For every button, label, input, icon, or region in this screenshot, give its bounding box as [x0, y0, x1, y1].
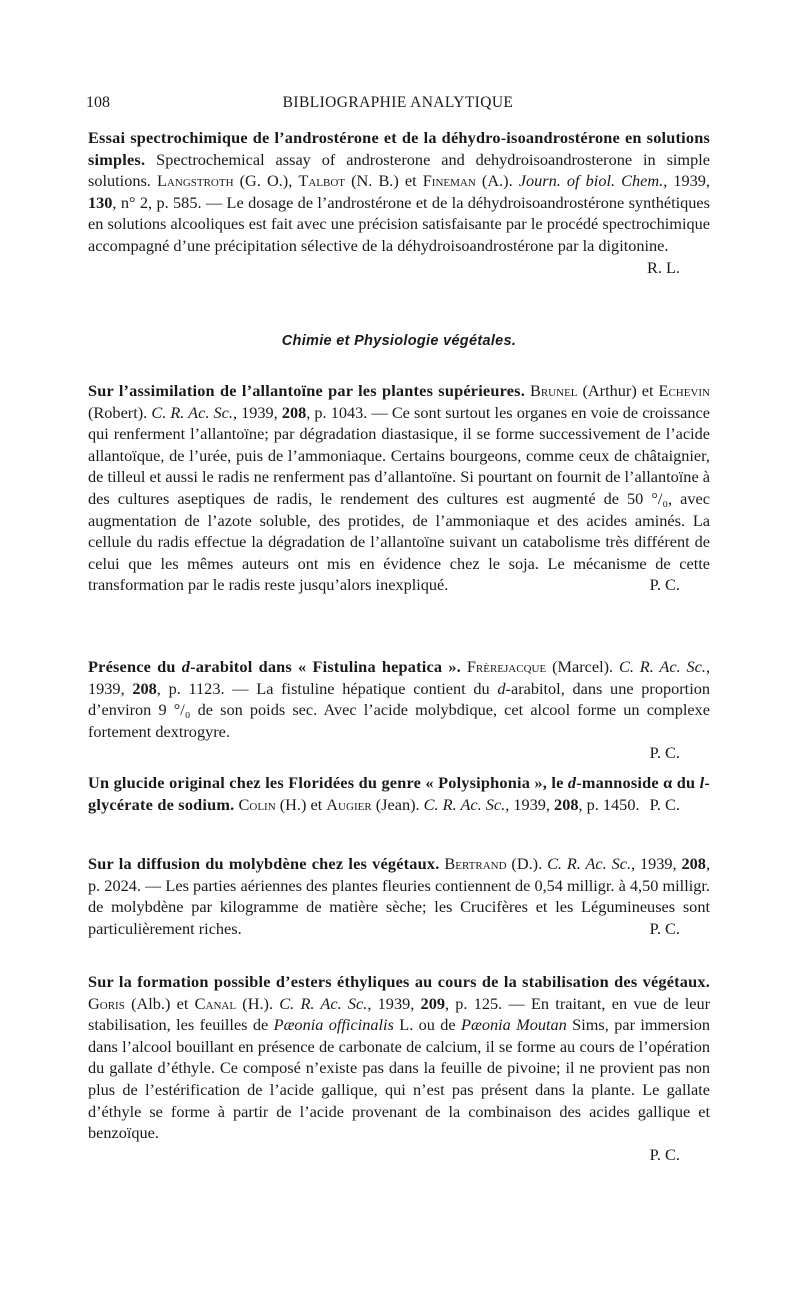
abstract-entry-esters-ethyliques: Sur la formation possible d’esters éthyliques au cours de la stabilisation des végétaux. Goris (Alb.) et Canal (H.). C. R. Ac. Sc., 1939, 209, p. 125. — En traitant, en vue de leur stabilisation, les feuilles de Pæonia officinalis L. ou de Pæonia Moutan Sims, par immersion dans l’alcool bouillant en présence de carbonate de calcium, il se forme au cours de l’opération du gallate d’éthyle. Ce composé n’existe pas dans la feuille de pivoine; il ne provient pas non plus de l’estérification de l’acide gallique, qui n’est pas présent dans la plante. Le gallate d’éthyle se forme à partir de l’acide provenant de la combinaison des acides gallique et benzoïque. P. C.	[88, 972, 711, 1164]
volume-number: 208	[132, 678, 157, 698]
volume-number: 130	[88, 192, 113, 212]
volume-number: 208	[681, 854, 706, 873]
abstract-entry-allantoine: Sur l’assimilation de l’allantoïne par les plantes supérieures. Brunel (Arthur) et Echevin (Robert). C. R. Ac. Sc., 1939, 208, p. 1043. — Ce sont surtout les organes en voie de croissance qui renferment l’allantoïne; par dégradation diastasique, il se forme successivement de l’acide allantoïque, de l’urée, puis de l’ammoniaque. Certains bourgeons, comme ceux de châtaignier, de tilleul et aussi le radis ne renferment pas d’allantoïne. Si pourtant on fournit de l’allantoïne à des cultures aseptiques de radis, le rendement des cultures est augmenté de 50 °/₀, avec augmentation de l’azote soluble, des protides, de l’ammoniaque et des acides aminés. La cellule du radis effectue la dégradation de l’allantoïne suivant un catabolisme très différent de celui que les mêmes auteurs ont mis en évidence chez le soja. Le mécanisme de cette transformation par le radis reste jusqu’alors inexpliqué. P. C.	[88, 381, 710, 595]
author-name: Langstroth	[156, 171, 234, 191]
volume-number: 209	[420, 993, 445, 1013]
reviewer-initials: R. L.	[646, 257, 680, 277]
volume-number: 208	[281, 402, 307, 422]
journal-name: Journ. of biol. Chem.	[518, 171, 664, 191]
author-name: Talbot	[298, 171, 346, 191]
abstract-entry-polysiphonia: Un glucide original chez les Floridées du genre « Polysiphonia », le d-mannoside α du l-glycérate de sodium. Colin (H.) et Augier (Jean). C. R. Ac. Sc., 1939, 208, p. 1450. P. C.	[88, 773, 711, 814]
journal-name: C. R. Ac. Sc.	[279, 993, 368, 1013]
author-name: Canal	[194, 993, 237, 1013]
journal-name: C. R. Ac. Sc.	[547, 854, 632, 873]
entry-title: Essai spectrochimique de l’androstérone et de la déhydro-isoandrostérone en solutions simples.	[88, 128, 710, 169]
entry-title: Sur l’assimilation de l’allantoïne par les plantes supérieures.	[88, 381, 525, 400]
page-number: 108	[86, 94, 110, 111]
author-name: Echevin	[658, 381, 710, 400]
reviewer-initials: P. C.	[649, 794, 680, 814]
author-name: Fineman	[422, 171, 476, 191]
running-header	[86, 92, 710, 114]
journal-name: C. R. Ac. Sc.	[423, 794, 506, 814]
abstract-entry-androsterone: Essai spectrochimique de l’androstérone et de la déhydro-isoandrostérone en solutions simples. Spectrochemical assay of androsterone and dehydroisoandrosterone in simple solutions. Langstroth (G. O.), Talbot (N. B.) et Fineman (A.). Journ. of biol. Chem., 1939, 130, n° 2, p. 585. — Le dosage de l’androstérone et de la déhydroisoandrostérone synthétiques en solutions alcooliques est fait avec une précision satisfaisante par le procédé spectrochimique accompagné d’une précipitation sélective de la déhydroisoandrostérone par la digitonine. R. L.	[88, 128, 710, 277]
journal-name: C. R. Ac. Sc.	[151, 402, 233, 422]
entry-title: Un glucide original chez les Floridées du genre « Polysiphonia », le d-mannoside α du l-glycérate de sodium.	[88, 773, 711, 814]
author-name: Augier	[326, 794, 372, 814]
species-name: Pæonia Moutan	[461, 1015, 567, 1035]
author-name: Frèrejacque	[466, 657, 547, 676]
entry-title: Présence du d-arabitol dans « Fistulina hepatica ».	[88, 657, 461, 676]
reviewer-initials: P. C.	[649, 575, 680, 595]
author-name: Bertrand	[444, 854, 507, 873]
entry-title: Sur la diffusion du molybdène chez les végétaux.	[88, 854, 440, 873]
journal-name: C. R. Ac. Sc.	[618, 657, 706, 676]
reviewer-initials: P. C.	[649, 918, 680, 938]
running-title: BIBLIOGRAPHIE ANALYTIQUE	[282, 94, 514, 111]
volume-number: 208	[554, 794, 579, 814]
author-name: Brunel	[529, 381, 578, 400]
species-name: Pæonia officinalis	[273, 1015, 394, 1035]
section-heading: Chimie et Physiologie végétales.	[281, 333, 517, 349]
reviewer-initials: P. C.	[649, 1144, 680, 1164]
reviewer-initials: P. C.	[649, 743, 680, 763]
abstract-entry-molybdene: Sur la diffusion du molybdène chez les végétaux. Bertrand (D.). C. R. Ac. Sc., 1939, 208, p. 2024. — Les parties aériennes des plantes fleuries contiennent de 0,54 milligr. à 4,50 milligr. de molybdène par kilogramme de matière sèche; les Crucifères et les Légumineuses sont particulièrement riches. P. C.	[88, 854, 711, 938]
abstract-entry-arabitol: Présence du d-arabitol dans « Fistulina hepatica ». Frèrejacque (Marcel). C. R. Ac. Sc., 1939, 208, p. 1123. — La fistuline hépatique contient du d-arabitol, dans une proportion d’environ 9 °/₀ de son poids sec. Avec l’acide molybdique, cet alcool forme un complexe fortement dextrogyre. P. C.	[88, 657, 711, 763]
entry-title: Sur la formation possible d’esters éthyliques au cours de la stabilisation des végétaux.	[88, 972, 710, 991]
author-name: Colin	[238, 794, 276, 814]
author-name: Goris	[88, 993, 125, 1013]
